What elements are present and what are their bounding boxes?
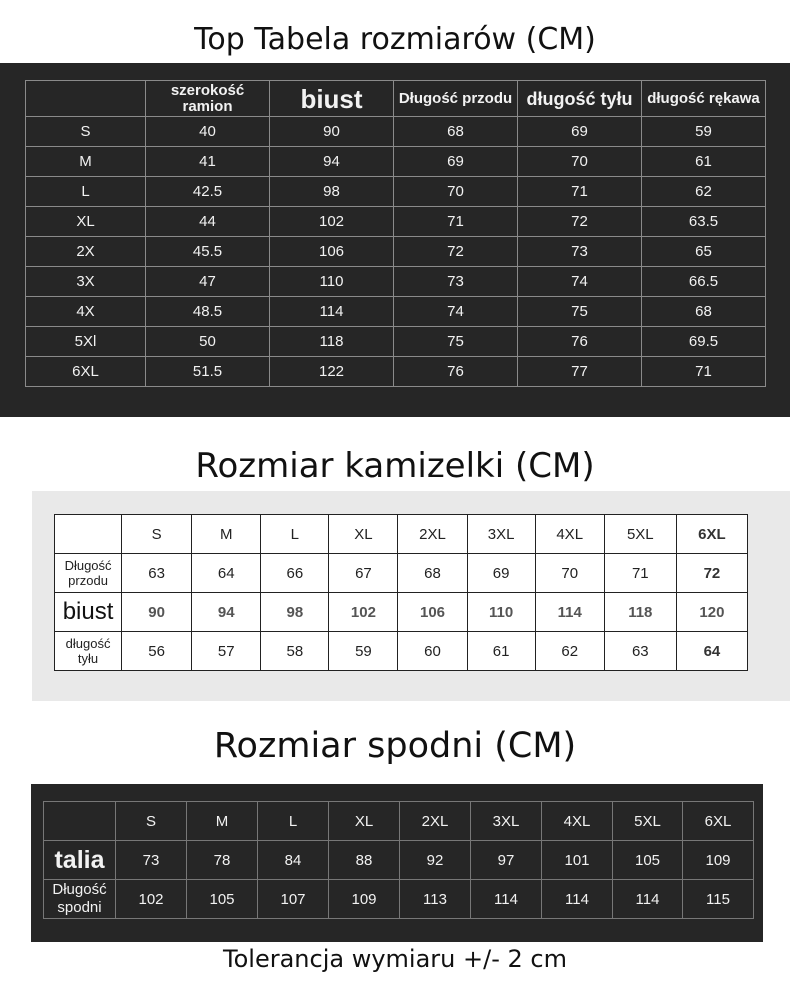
top-size-panel [0,63,790,417]
header-cell: L [258,802,329,841]
table-cell: 71 [394,207,518,237]
table-cell: 102 [270,207,394,237]
table-cell: 47 [146,267,270,297]
table-cell: 5Xl [26,327,146,357]
table-row [26,147,766,177]
table-cell: 64 [192,554,261,593]
table-row [26,117,766,147]
header-cell: 6XL [676,515,747,554]
table-cell: 98 [261,593,329,632]
table-cell: 58 [261,632,329,671]
table-cell: 70 [518,147,642,177]
table-cell: 65 [642,237,766,267]
table-cell: 3X [26,267,146,297]
table-cell: 71 [642,357,766,387]
table-header-row [44,802,754,841]
table-cell: 97 [471,841,542,880]
header-cell: M [192,515,261,554]
table-cell: 68 [398,554,467,593]
table-cell: 70 [394,177,518,207]
table-cell: 66.5 [642,267,766,297]
table-cell: 40 [146,117,270,147]
table-cell: 94 [270,147,394,177]
tolerance-note: Tolerancja wymiaru +/- 2 cm [223,945,567,973]
table-cell: 59 [642,117,766,147]
header-cell: 4XL [542,802,613,841]
table-cell: 94 [192,593,261,632]
row-label: talia [44,841,116,880]
table-cell: 62 [642,177,766,207]
header-cell: M [187,802,258,841]
table-cell: 48.5 [146,297,270,327]
vest-size-table-title: Rozmiar kamizelki (CM) [195,446,595,486]
header-cell: 3XL [471,802,542,841]
header-cell: 5XL [604,515,676,554]
table-cell: 77 [518,357,642,387]
header-cell: 5XL [613,802,683,841]
header-cell [44,802,116,841]
table-cell: 74 [518,267,642,297]
table-cell: 69.5 [642,327,766,357]
table-cell: 71 [604,554,676,593]
table-cell: 64 [676,632,747,671]
table-cell: 60 [398,632,467,671]
header-cell [55,515,122,554]
table-cell: 102 [329,593,398,632]
table-cell: 109 [683,841,754,880]
table-cell: 41 [146,147,270,177]
table-cell: 114 [535,593,604,632]
header-cell: L [261,515,329,554]
table-cell: 113 [400,880,471,919]
table-cell: 90 [270,117,394,147]
table-cell: 105 [187,880,258,919]
table-cell: 76 [394,357,518,387]
table-cell: 115 [683,880,754,919]
pants-size-table-title: Rozmiar spodni (CM) [213,726,577,766]
table-cell: 118 [604,593,676,632]
table-cell: 6XL [26,357,146,387]
table-cell: S [26,117,146,147]
table-cell: 73 [518,237,642,267]
header-cell: 2XL [400,802,471,841]
table-row [26,237,766,267]
header-cell: długość tyłu [518,81,642,117]
table-cell: 69 [518,117,642,147]
table-cell: 122 [270,357,394,387]
table-cell: 42.5 [146,177,270,207]
table-cell: 69 [467,554,535,593]
header-cell: S [116,802,187,841]
table-cell: 67 [329,554,398,593]
header-cell: biust [270,81,394,117]
table-cell: 72 [518,207,642,237]
table-cell: 114 [471,880,542,919]
table-row [26,177,766,207]
table-cell: 78 [187,841,258,880]
table-row [26,297,766,327]
table-cell: M [26,147,146,177]
table-cell: 71 [518,177,642,207]
table-cell: 114 [542,880,613,919]
header-cell: 6XL [683,802,754,841]
table-cell: 45.5 [146,237,270,267]
table-cell: 110 [467,593,535,632]
vest-size-table [54,514,748,671]
table-cell: 63 [604,632,676,671]
table-row [26,207,766,237]
table-cell: 88 [329,841,400,880]
table-cell: 68 [642,297,766,327]
table-cell: 73 [116,841,187,880]
header-cell [26,81,146,117]
table-cell: 57 [192,632,261,671]
top-size-table [25,80,766,387]
table-cell: 120 [676,593,747,632]
table-cell: 73 [394,267,518,297]
table-cell: 50 [146,327,270,357]
header-cell: 4XL [535,515,604,554]
row-label: Długość spodni [44,880,116,919]
table-cell: 4X [26,297,146,327]
pants-size-table [43,801,754,919]
table-cell: 102 [116,880,187,919]
table-header-row [26,81,766,117]
table-cell: 106 [270,237,394,267]
header-cell: S [122,515,192,554]
table-cell: 2X [26,237,146,267]
table-cell: 118 [270,327,394,357]
table-cell: 84 [258,841,329,880]
top-size-table-title: Top Tabela rozmiarów (CM) [194,22,596,57]
table-cell: 75 [518,297,642,327]
table-cell: 90 [122,593,192,632]
header-cell: 2XL [398,515,467,554]
table-header-row [55,515,748,554]
header-cell: szerokość ramion [146,81,270,117]
table-cell: 110 [270,267,394,297]
row-label: biust [55,593,122,632]
row-label: długość tyłu [55,632,122,671]
table-cell: 63 [122,554,192,593]
table-cell: 105 [613,841,683,880]
table-cell: 76 [518,327,642,357]
table-cell: 56 [122,632,192,671]
table-row [26,327,766,357]
table-cell: 106 [398,593,467,632]
pants-size-panel [31,784,763,942]
header-cell: 3XL [467,515,535,554]
table-cell: 44 [146,207,270,237]
table-cell: 92 [400,841,471,880]
table-cell: 51.5 [146,357,270,387]
table-row [55,554,748,593]
table-cell: 72 [676,554,747,593]
table-cell: 72 [394,237,518,267]
table-cell: 61 [642,147,766,177]
table-cell: 74 [394,297,518,327]
table-cell: 61 [467,632,535,671]
table-cell: 70 [535,554,604,593]
table-cell: 62 [535,632,604,671]
header-cell: długość rękawa [642,81,766,117]
table-cell: 75 [394,327,518,357]
header-cell: Długość przodu [394,81,518,117]
table-cell: XL [26,207,146,237]
table-cell: 66 [261,554,329,593]
vest-size-panel [32,491,790,701]
table-row [44,841,754,880]
table-cell: 69 [394,147,518,177]
table-row [44,880,754,919]
table-cell: 114 [270,297,394,327]
header-cell: XL [329,802,400,841]
table-cell: 98 [270,177,394,207]
header-cell: XL [329,515,398,554]
table-row [55,593,748,632]
table-row [26,357,766,387]
row-label: Długość przodu [55,554,122,593]
table-cell: L [26,177,146,207]
table-row [55,632,748,671]
table-cell: 114 [613,880,683,919]
table-cell: 68 [394,117,518,147]
table-row [26,267,766,297]
table-cell: 107 [258,880,329,919]
table-cell: 59 [329,632,398,671]
table-cell: 101 [542,841,613,880]
table-cell: 109 [329,880,400,919]
table-cell: 63.5 [642,207,766,237]
